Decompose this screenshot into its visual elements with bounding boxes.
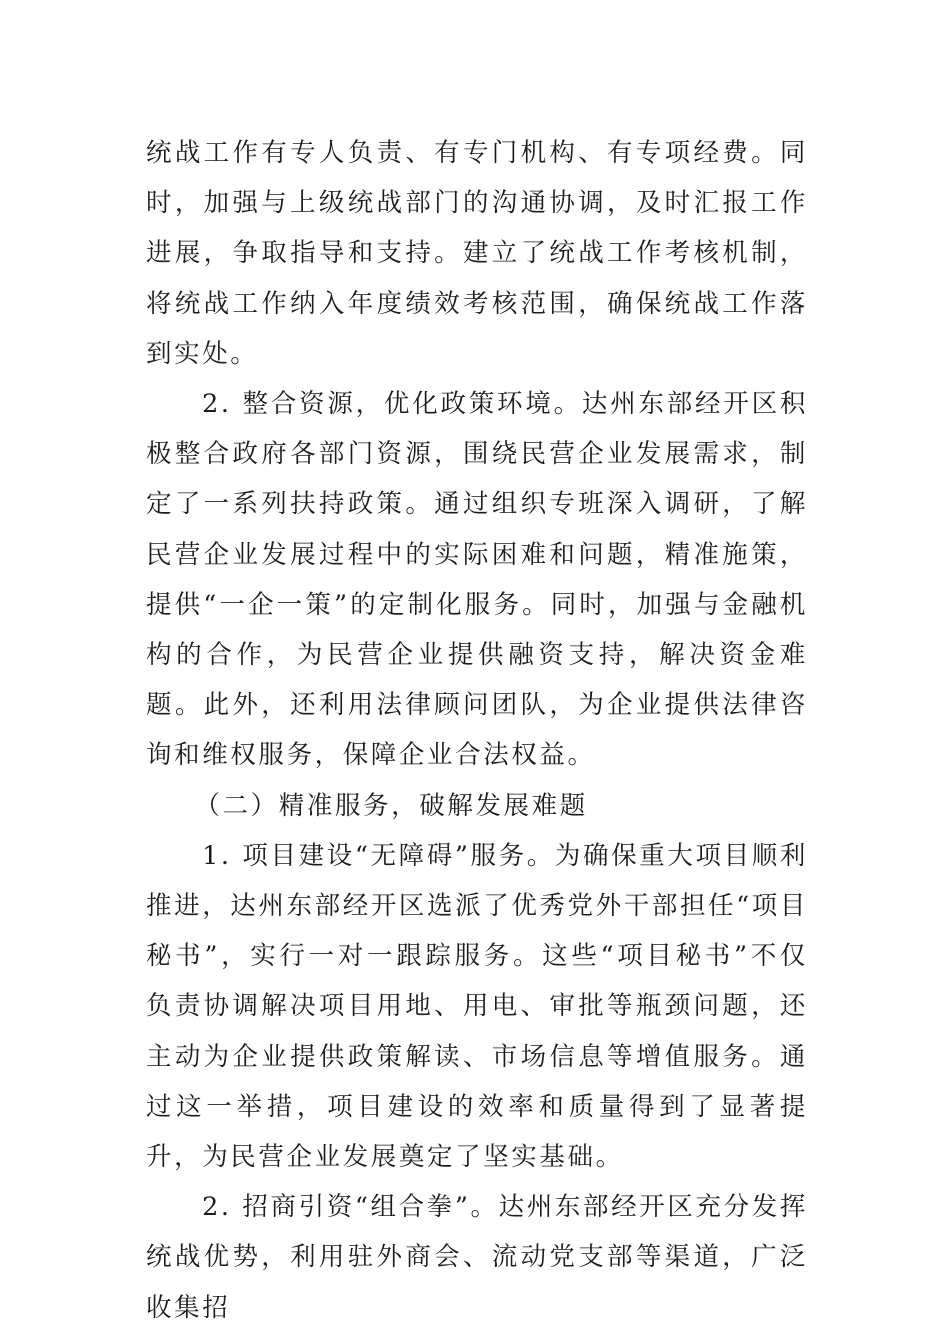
section-heading: （二）精准服务，破解发展难题 (194, 790, 588, 821)
paragraph-continuation: 统战工作有专人负责、有专门机构、有专项经费。同时，加强与上级统战部门的沟通协调，及时汇报工作进展，争取指导和支持。建立了统战工作考核机制，将统战工作纳入年度绩效考核范围，确保统战工作落到实处。 (146, 138, 808, 369)
document-body (146, 128, 808, 1333)
paragraph-integrate-resources: 2. 整合资源，优化政策环境。达州东部经开区积极整合政府各部门资源，围绕民营企业发展需求，制定了一系列扶持政策。通过组织专班深入调研，了解民营企业发展过程中的实际困难和问题，精准施策，提供“一企一策”的定制化服务。同时，加强与金融机构的合作，为民营企业提供融资支持，解决资金难题。此外，还利用法律顾问团队，为企业提供法律咨询和维权服务，保障企业合法权益。 (146, 389, 808, 771)
paragraph-project-service: 1. 项目建设“无障碍”服务。为确保重大项目顺利推进，达州东部经开区选派了优秀党外干部担任“项目秘书”，实行一对一跟踪服务。这些“项目秘书”不仅负责协调解决项目用地、用电、审批等瓶颈问题，还主动为企业提供政策解读、市场信息等增值服务。通过这一举措，项目建设的效率和质量得到了显著提升，为民营企业发展奠定了坚实基础。 (146, 840, 809, 1173)
paragraph-investment: 2. 招商引资“组合拳”。达州东部经开区充分发挥统战优势，利用驻外商会、流动党支部等渠道，广泛收集招 (146, 1192, 808, 1323)
